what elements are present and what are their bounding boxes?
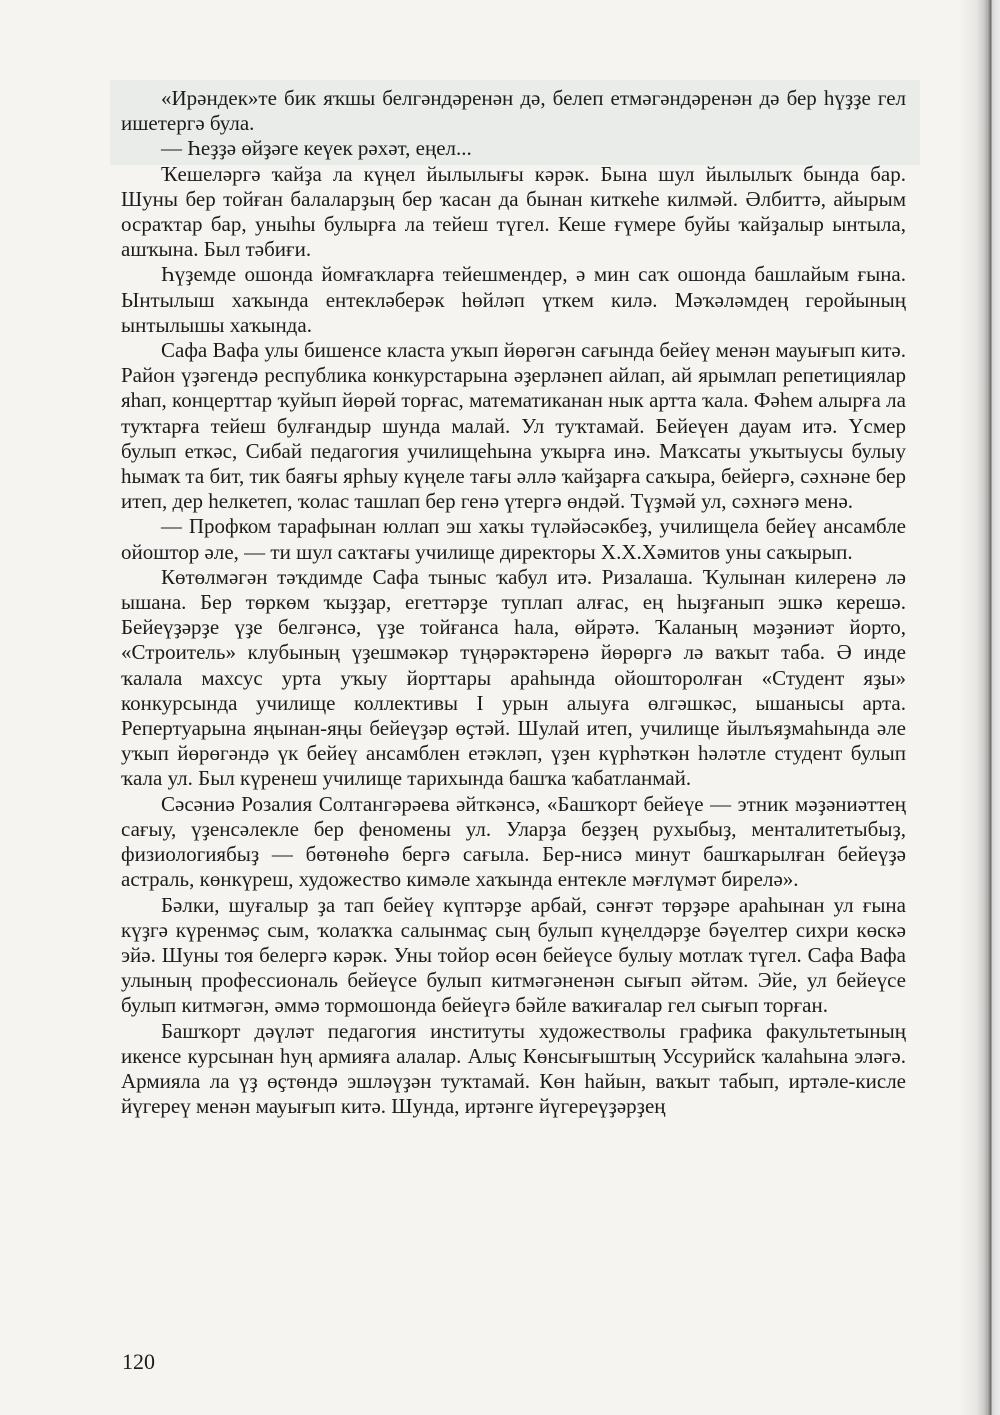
paragraph: Сәсәниә Розалия Солтангәрәева әйткәнсә, «Башҡорт бейеүе — этник мәҙәниәттең сағыу, үҙенсәлекле бер феномены ул. Уларҙа беҙҙең рухыбыҙ, менталитетыбыҙ, физиологиябыҙ — бөтөнөһө бергә сағыла. Бер-нисә минут башҡарылған бейеүҙә астраль, көнкүреш, художество кимәле хаҡында ентекле мәғлүмәт бирелә». [121,791,906,892]
paragraph: Башҡорт дәүләт педагогия институты художестволы графика факультетының икенсе курсынан һуң армияға алалар. Алыҫ Көнсығыштың Уссурийск ҡалаһына эләгә. Армияла ла үҙ өҫтөндә эшләүҙән туҡтамай. Көн һайын, ваҡыт табып, иртәле-кисле йүгереү менән мауығып китә. Шунда, иртәнге йүгереүҙәрҙең [121,1018,906,1119]
paragraph: Көтөлмәгән тәҡдимде Сафа тыныс ҡабул итә. Ризалаша. Ҡулынан килеренә лә ышана. Бер төркөм ҡыҙҙар, егеттәрҙе туплап алғас, ең һыҙғанып эшкә керешә. Бейеүҙәрҙе үҙе белгәнсә, үҙе тойғанса һала, өйрәтә. Ҡаланың мәҙәниәт йорто, «Строитель» клубының үҙешмәкәр түңәрәктәренә йөрөргә лә ваҡыт таба. Ә инде ҡалала махсус урта уҡыу йорттары араһында ойошторолған «Студент яҙы» конкурсында училище коллективы I урын алыуға өлгәшкәс, ышанысы арта. Репертуарына яңынан-яңы бейеүҙәр өҫтәй. Шулай итеп, училище йылъяҙмаһында әле уҡып йөрөгәндә үк бейеү ансамблен етәкләп, үҙен күрһәткән һәләтле студент булып ҡала ул. Был күренеш училище тарихында башҡа ҡабатланмай. [121,564,906,791]
paragraph: Ҡешеләргә ҡайҙа ла күңел йылылығы кәрәк. Бына шул йылылыҡ бында бар. Шуны бер тойған балаларҙың бер ҡасан да бынан киткеһе килмәй. Әлбиттә, айырым осраҡтар бар, уныһы булырға ла тейеш түгел. Кеше ғүмере буйы ҡайҙалыр ынтыла, ашҡына. Был тәбиғи. [121,161,906,262]
binding-shadow [958,0,1000,1415]
paragraph: — Һеҙҙә өйҙәге кеүек рәхәт, еңел... [161,136,472,161]
paragraph: Сафа Вафа улы бишенсе класта уҡып йөрөгән сағында бейеү менән мауығып китә. Район үҙәгендә республика конкурстарына әҙерләнеп айлап, ай ярымлап репетициялар яһап, концерттар ҡуйып йөрөй торғас, математиканан нык артта ҡала. Фәһем алырға ла туҡтарға тейеш булғандыр шунда малай. Ул туҡтамай. Бейеүен дауам итә. Үсмер булып еткәс, Сибай педагогия училищеһына уҡырға инә. Маҡсаты уҡытыусы булыу һымаҡ та бит, тик баяғы ярһыу күңеле тағы әллә ҡайҙарға саҡыра, бейергә, сәхнәне бер итеп, дер һелкетеп, ҡолас ташлап бер генә үтергә өндәй. Түҙмәй ул, сәхнәгә менә. [121,338,906,514]
body-text [121,86,906,1119]
paragraph: «Ирәндек»те бик яҡшы белгәндәренән дә, белеп етмәгәндәренән дә бер һүҙҙе гел ишетергә була. [121,86,906,136]
paragraph: Бәлки, шуғалыр ҙа тап бейеү күптәрҙе арбай, сәнғәт төрҙәре араһынан ул ғына күҙгә күренмәҫ сым, ҡолаҡҡа салынмаҫ сың булып күңелдәрҙе бәүелтер сихри көскә эйә. Шуны тоя белергә кәрәк. Уны тойор өсөн бейеүсе булыу мотлаҡ түгел. Сафа Вафа улының профессиональ бейеүсе булып китмәгәненән сығып әйтәм. Эйе, ул бейеүсе булып китмәгән, әммә тормошонда бейеүгә бәйле ваҡиғалар гел сығып торған. [121,892,906,1018]
paragraph: — Профком тарафынан юллап эш хаҡы түләйәсәкбеҙ, училищела бейеү ансамбле ойоштор әле, — ти шул саҡтағы училище директоры Х.Х.Хәмитов уны саҡырып. [121,514,906,564]
paragraph: Һүҙемде ошонда йомғаҡларға тейешмендер, ә мин саҡ ошонда башлайым ғына. Ынтылыш хаҡында ентекләберәк һөйләп үткем килә. Мәҡәләмдең геройының ынтылышы хаҡында. [121,262,906,337]
page-number: 120 [122,1349,155,1374]
